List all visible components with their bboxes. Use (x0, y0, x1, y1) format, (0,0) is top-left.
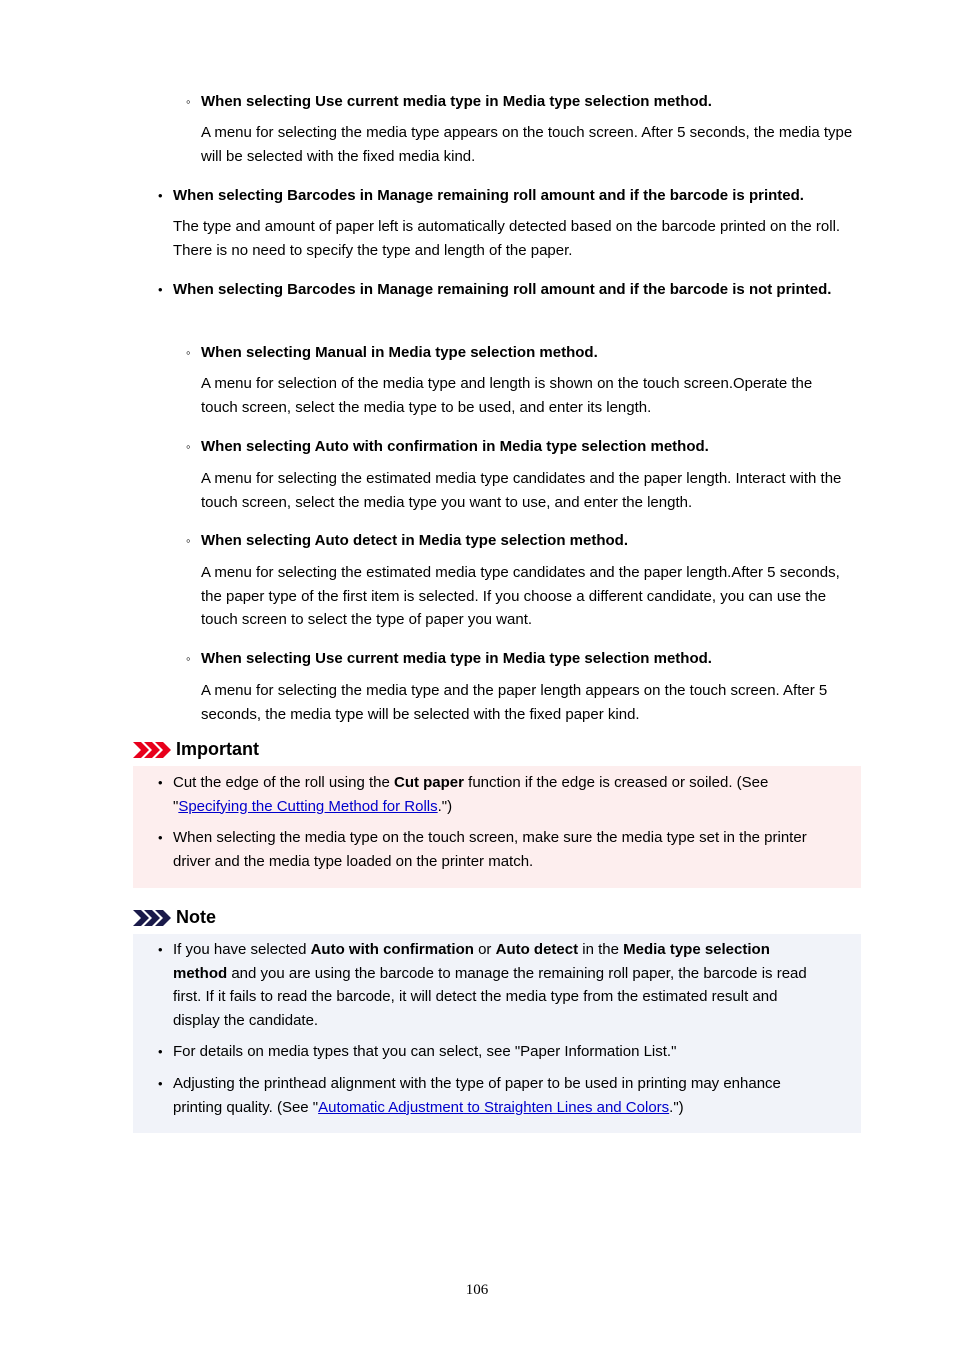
important-title: Important (176, 739, 259, 759)
text: printing quality. (See " (173, 1098, 319, 1116)
text: display the candidate. (173, 1011, 319, 1029)
section-heading: When selecting Barcodes in Manage remaining roll amount and if the barcode is printed. (173, 187, 804, 204)
important-item (173, 771, 853, 818)
note-item (173, 938, 853, 1032)
text: Cut the edge of the roll using the (173, 774, 394, 791)
text: function if the edge is creased or soiled. (See (464, 774, 769, 791)
section-heading: When selecting Manual in Media type selection method. (201, 344, 598, 361)
bullet-marker: • (158, 775, 163, 790)
section-heading: When selecting Use current media type in Media type selection method. (201, 650, 712, 667)
sub-bullet-marker: ◦ (186, 651, 191, 666)
section-body: A menu for selection of the media type and length is shown on the touch screen.Operate the touch screen, select the media type to be used, and enter its length. (201, 375, 813, 416)
page-number: 106 (465, 1282, 489, 1298)
text: in the (578, 941, 624, 958)
section-heading: When selecting Use current media type in Media type selection method. (201, 93, 712, 110)
bold-term: Cut paper (393, 774, 464, 791)
text: .") (437, 797, 453, 815)
cutting-method-link[interactable]: Specifying the Cutting Method for Rolls (178, 797, 438, 815)
text: first. If it fails to read the barcode, it will detect the media type from the estimated result and (173, 988, 778, 1006)
section-heading: When selecting Auto with confirmation in Media type selection method. (201, 438, 709, 455)
text: If you have selected (173, 941, 311, 958)
section-body: A menu for selecting the estimated media type candidates and the paper length. Interact with the touch screen, select the media type you want to use, and enter the length. (201, 470, 842, 511)
note-item: For details on media types that you can select, see "Paper Information List." (173, 1043, 677, 1060)
bold-term: Auto with confirmation (310, 941, 474, 958)
bullet-marker: • (158, 942, 163, 957)
bold-term: Auto detect (495, 941, 579, 958)
bold-term: method (173, 964, 228, 982)
bullet-marker: • (158, 1044, 163, 1059)
sub-bullet-marker: ◦ (186, 94, 191, 109)
text: .") (669, 1098, 684, 1116)
bullet-marker: • (158, 188, 163, 203)
note-title: Note (176, 907, 216, 927)
bold-term: Media type selection (623, 941, 770, 958)
auto-adjustment-link[interactable]: Automatic Adjustment to Straighten Lines and Colors (318, 1098, 670, 1116)
section-body: The type and amount of paper left is automatically detected based on the barcode printed on the roll. There is no need to specify the type and length of the paper. (173, 218, 841, 259)
section-heading: When selecting Barcodes in Manage remaining roll amount and if the barcode is not printed. (173, 281, 832, 298)
text: and you are using the barcode to manage the remaining roll paper, the barcode is read (227, 964, 807, 982)
bullet-marker: • (158, 1076, 163, 1091)
text: or (473, 941, 496, 958)
sub-bullet-marker: ◦ (186, 533, 191, 548)
bullet-marker: • (158, 830, 163, 845)
section-body: A menu for selecting the estimated media type candidates and the paper length.After 5 seconds, the paper type of the first item is selected. If you choose a different candidate, you can use the touch screen to select the type of paper you want. (201, 564, 840, 629)
sub-bullet-marker: ◦ (186, 439, 191, 454)
note-item (173, 1072, 853, 1119)
note-icon (133, 909, 173, 927)
text: Adjusting the printhead alignment with the type of paper to be used in printing may enhance (173, 1075, 781, 1092)
bullet-marker: • (158, 282, 163, 297)
important-icon (133, 741, 173, 759)
section-body: A menu for selecting the media type appears on the touch screen. After 5 seconds, the media type will be selected with the fixed media kind. (201, 124, 853, 165)
text: " (173, 797, 179, 815)
section-heading: When selecting Auto detect in Media type selection method. (201, 532, 629, 549)
section-body: A menu for selecting the media type and the paper length appears on the touch screen. After 5 seconds, the media type will be selected with the fixed paper kind. (201, 682, 828, 723)
important-item: When selecting the media type on the touch screen, make sure the media type set in the printer driver and the media type loaded on the printer match. (173, 829, 807, 870)
sub-bullet-marker: ◦ (186, 345, 191, 360)
